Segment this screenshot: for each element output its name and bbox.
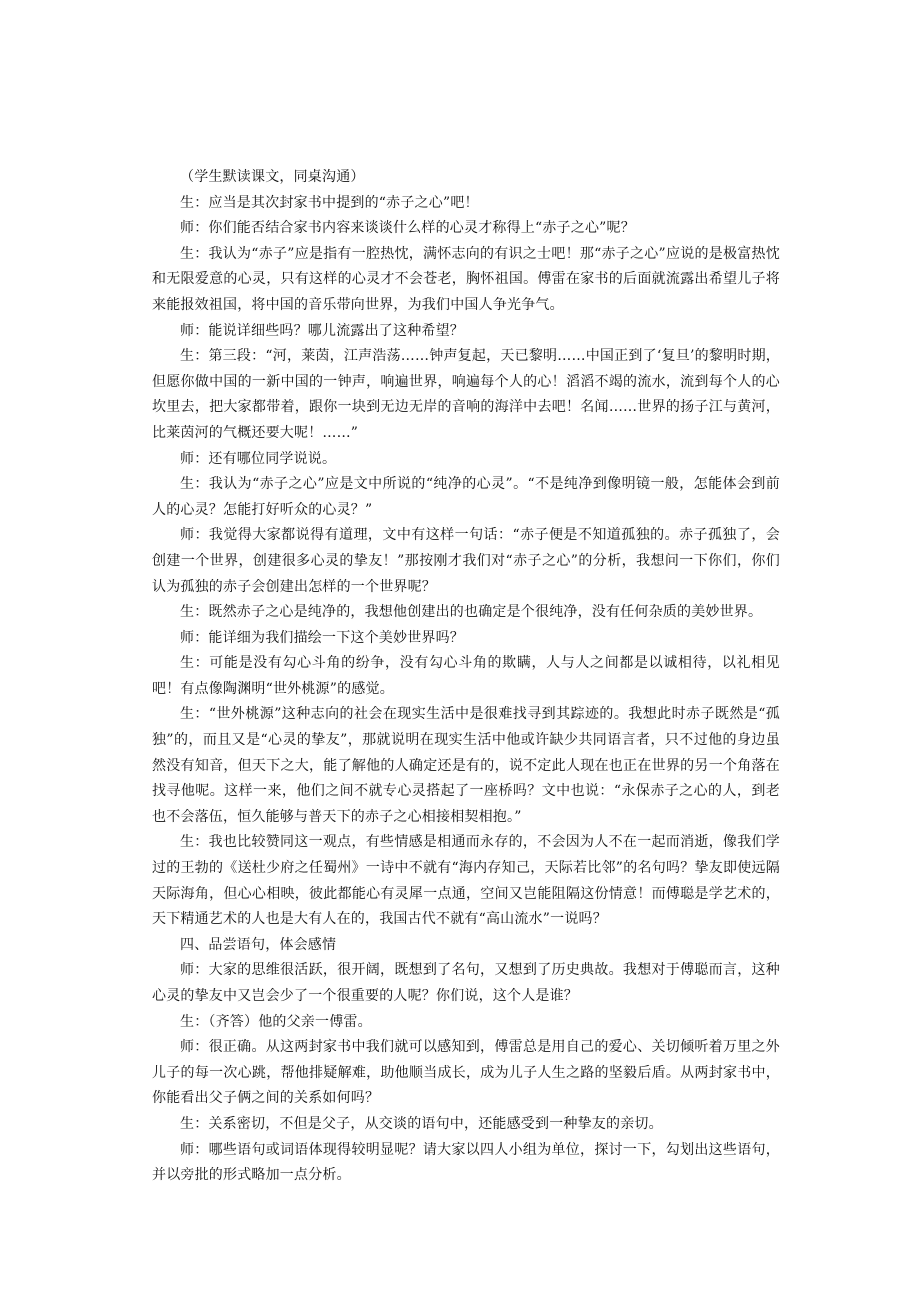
paragraph: 师：你们能否结合家书内容来谈谈什么样的心灵才称得上“赤子之心”呢？ <box>180 220 635 237</box>
document-body <box>152 165 780 1189</box>
paragraph: 生：我也比较赞同这一观点，有些情感是相通而永存的，不会因为人不在一起而消逝，像我们学过的王勃的《送杜少府之任蜀州》一诗中不就有“海内存知己，天际若比邻”的名句吗？挚友即使远隔天际海角，但心心相映，彼此都能心有灵犀一点通，空间又岂能阻隔这份情意！而傅聪是学艺术的，天下精通艺术的人也是大有人在的，我国古代不就有“高山流水”一说吗？ <box>152 834 780 928</box>
paragraph: 生：我认为“赤子”应是指有一腔热忱，满怀志向的有识之士吧！那“赤子之心”应说的是极富热忱和无限爱意的心灵，只有这样的心灵才不会苍老，胸怀祖国。傅雷在家书的后面就流露出希望儿子将来能报效祖国，将中国的音乐带向世界，为我们中国人争光争气。 <box>152 245 780 313</box>
paragraph: 生：关系密切，不但是父子，从交谈的语句中，还能感受到一种挚友的亲切。 <box>180 1115 663 1132</box>
paragraph: 师：很正确。从这两封家书中我们就可以感知到，傅雷总是用自己的爱心、关切倾听着万里之外儿子的每一次心跳，帮他排疑解难，助他顺当成长，成为儿子人生之路的坚毅后盾。从两封家书中，你能看出父子俩之间的关系如何吗？ <box>152 1039 780 1107</box>
paragraph: 生：应当是其次封家书中提到的“赤子之心”吧！ <box>180 194 479 211</box>
paragraph: 师：还有哪位同学说说。 <box>180 450 337 467</box>
paragraph: 师：大家的思维很活跃，很开阔，既想到了名句，又想到了历史典故。我想对于傅聪而言，这种心灵的挚友中又岂会少了一个很重要的人呢？你们说，这个人是谁？ <box>152 962 780 1004</box>
section-heading: 四、品尝语句，体会感情 <box>180 936 337 953</box>
paragraph: 生：可能是没有勾心斗角的纷争，没有勾心斗角的欺瞒，人与人之间都是以诚相待，以礼相见吧！有点像陶渊明“世外桃源”的感觉。 <box>152 655 780 697</box>
paragraph: 师：我觉得大家都说得有道理，文中有这样一句话：“赤子便是不知道孤独的。赤子孤独了，会创建一个世界，创建很多心灵的挚友！”那按刚才我们对“赤子之心”的分析，我想问一下你们，你们认为孤独的赤子会创建出怎样的一个世界呢？ <box>152 527 780 595</box>
paragraph: 生：（齐答）他的父亲一傅雷。 <box>180 1013 372 1030</box>
paragraph: 生：既然赤子之心是纯净的，我想他创建出的也确定是个很纯净，没有任何杂质的美妙世界。 <box>180 604 763 621</box>
paragraph: 生：“世外桃源”这种志向的社会在现实生活中是很难找寻到其踪迹的。我想此时赤子既然是“孤独”的，而且又是“心灵的挚友”，那就说明在现实生活中他或许缺少共同语言者，只不过他的身边虽然没有知音，但天下之大，能了解他的人确定还是有的，说不定此人现在也正在世界的另一个角落在找寻他呢。这样一来，他们之间不就专心灵搭起了一座桥吗？文中也说：“永保赤子之心的人，到老也不会落伍，恒久能够与普天下的赤子之心相接相契相抱。” <box>152 706 780 825</box>
paragraph: 师：能说详细些吗？哪儿流露出了这种希望？ <box>180 322 464 339</box>
paragraph: （学生默读课文，同桌沟通） <box>180 169 365 185</box>
paragraph: 生：我认为“赤子之心”应是文中所说的“纯净的心灵”。“不是纯净到像明镜一般，怎能体会到前人的心灵？怎能打好听众的心灵？” <box>152 476 780 518</box>
paragraph: 生：第三段：“河，莱茵，江声浩荡……钟声复起，天已黎明……中国正到了‘复旦’的黎明时期，但愿你做中国的一新中国的一钟声，响遍世界，响遍每个人的心！滔滔不竭的流水，流到每个人的心坎里去，把大家都带着，跟你一块到无边无岸的音响的海洋中去吧！名闻……世界的扬子江与黄河，比莱茵河的气概还要大呢！……” <box>152 348 780 441</box>
paragraph: 师：能详细为我们描绘一下这个美妙世界吗？ <box>180 629 464 646</box>
paragraph: 师：哪些语句或词语体现得较明显呢？请大家以四人小组为单位，探讨一下，勾划出这些语句，并以旁批的形式略加一点分析。 <box>152 1141 780 1184</box>
